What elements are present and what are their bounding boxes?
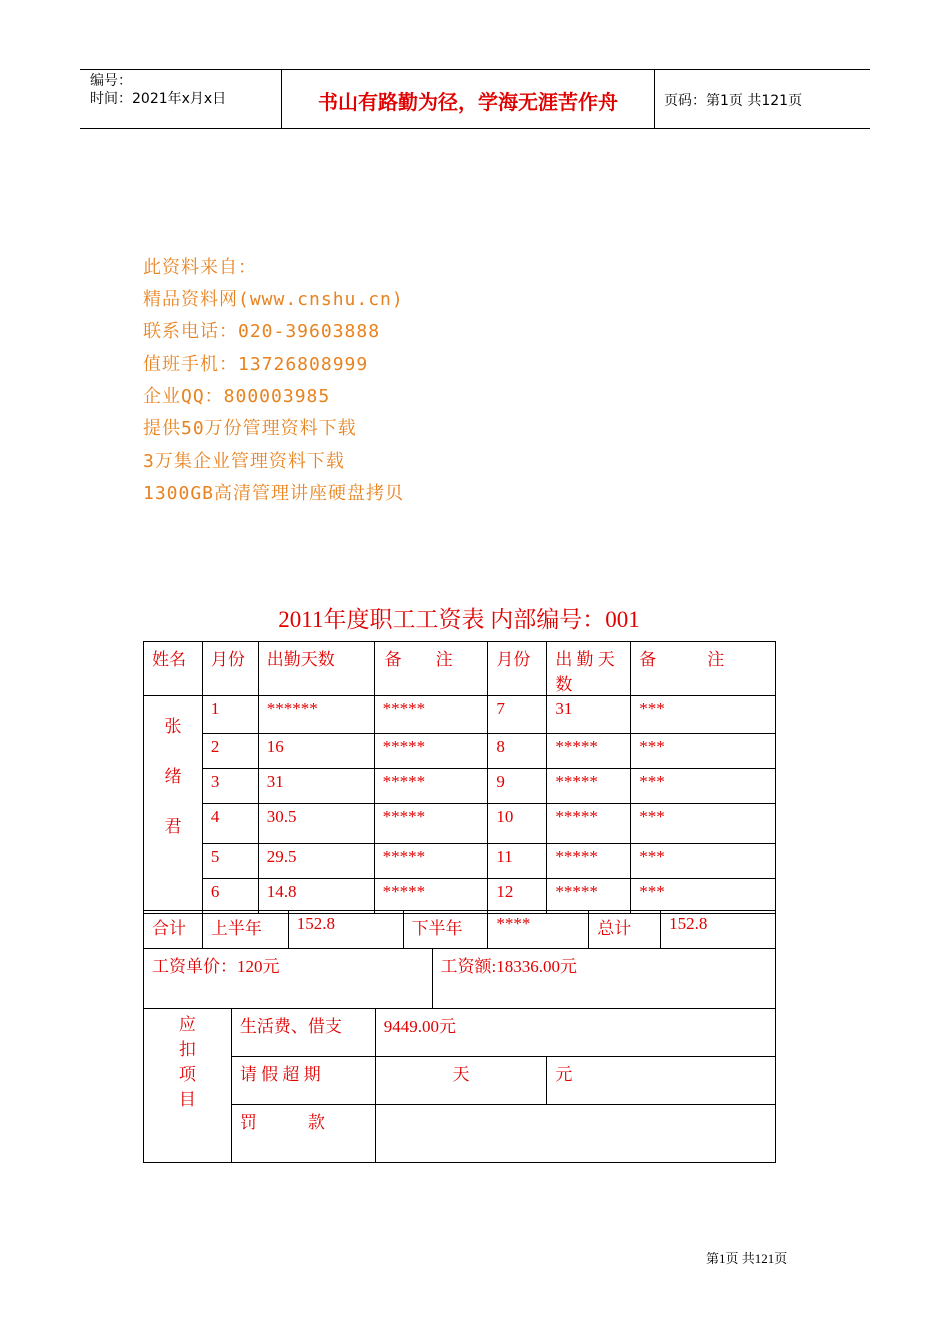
days-cell: ***** [547, 734, 631, 769]
page-info: 页码：第1页 共121页 [664, 93, 803, 109]
days-cell: 30.5 [258, 804, 374, 844]
fine-value [375, 1105, 775, 1163]
remark-cell: *** [631, 879, 776, 914]
living-expense-value: 9449.00元 [375, 1009, 775, 1057]
month-cell: 6 [202, 879, 258, 914]
leave-overdue-label: 请 假 超 期 [231, 1057, 375, 1105]
remark-cell: *** [631, 804, 776, 844]
source-line: 3万集企业管理资料下载 [143, 451, 345, 472]
col-header-days: 出 勤 天 数 [547, 642, 631, 696]
days-cell: 29.5 [258, 844, 374, 879]
col-header-remark: 备 注 [374, 642, 488, 696]
month-cell: 4 [202, 804, 258, 844]
month-cell: 3 [202, 769, 258, 804]
remark-cell: ***** [374, 804, 488, 844]
month-cell: 11 [488, 844, 547, 879]
deduction-row [144, 1057, 776, 1105]
days-cell: 14.8 [258, 879, 374, 914]
source-line: 此资料来自： [143, 257, 257, 278]
remark-cell: ***** [374, 696, 488, 734]
col-header-month: 月份 [202, 642, 258, 696]
header-top-rule [80, 69, 870, 70]
col-header-remark: 备 注 [631, 642, 776, 696]
days-cell: ***** [547, 804, 631, 844]
second-half-value: **** [488, 911, 589, 949]
remark-cell: ***** [374, 844, 488, 879]
wage-table [143, 948, 776, 1009]
month-cell: 12 [488, 879, 547, 914]
motto: 书山有路勤为径，学海无涯苦作舟 [318, 90, 618, 114]
leave-yuan-unit: 元 [547, 1057, 776, 1105]
document-title: 2011年度职工工资表 内部编号：001 [278, 607, 640, 632]
employee-name: 张 绪 君 [144, 696, 203, 914]
remark-cell: ***** [374, 879, 488, 914]
days-cell: ***** [547, 844, 631, 879]
wage-amount: 工资额:18336.00元 [432, 949, 776, 1009]
col-header-name: 姓名 [144, 642, 203, 696]
deduction-row [144, 1009, 776, 1057]
month-cell: 9 [488, 769, 547, 804]
table-header-row [144, 642, 776, 696]
source-line: 1300GB高清管理讲座硬盘拷贝 [143, 483, 405, 504]
days-cell: 31 [258, 769, 374, 804]
leave-days-unit: 天 [375, 1057, 547, 1105]
table-row [144, 696, 776, 734]
remark-cell: *** [631, 769, 776, 804]
header-bottom-rule [80, 128, 870, 129]
fine-label: 罚 款 [231, 1105, 375, 1163]
source-line: 联系电话：020-39603888 [143, 321, 381, 342]
table-row [144, 734, 776, 769]
days-cell: 16 [258, 734, 374, 769]
first-half-label: 上半年 [202, 911, 288, 949]
deduction-row [144, 1105, 776, 1163]
number-label: 编号： [90, 73, 132, 89]
remark-cell: ***** [374, 734, 488, 769]
unit-price: 工资单价：120元 [144, 949, 433, 1009]
remark-cell: *** [631, 734, 776, 769]
days-cell: ***** [547, 769, 631, 804]
living-expense-label: 生活费、借支 [231, 1009, 375, 1057]
table-row [144, 804, 776, 844]
source-line: 提供50万份管理资料下载 [143, 418, 357, 439]
month-cell: 2 [202, 734, 258, 769]
month-cell: 7 [488, 696, 547, 734]
first-half-value: 152.8 [288, 911, 403, 949]
wage-row [144, 949, 776, 1009]
header-divider [654, 69, 655, 129]
total-label: 总计 [589, 911, 661, 949]
table-row [144, 879, 776, 914]
days-cell: 31 [547, 696, 631, 734]
month-cell: 5 [202, 844, 258, 879]
col-header-month: 月份 [488, 642, 547, 696]
days-cell: ****** [258, 696, 374, 734]
month-cell: 1 [202, 696, 258, 734]
table-row [144, 769, 776, 804]
source-line: 企业QQ：800003985 [143, 386, 331, 407]
totals-label: 合计 [144, 911, 203, 949]
time-label: 时间：2021年x月x日 [90, 91, 227, 107]
table-row [144, 844, 776, 879]
source-line: 值班手机：13726808999 [143, 354, 369, 375]
col-header-days: 出勤天数 [258, 642, 374, 696]
total-value: 152.8 [661, 911, 776, 949]
deductions-table [143, 1008, 776, 1163]
month-cell: 8 [488, 734, 547, 769]
deductions-label: 应 扣 项 目 [144, 1009, 232, 1163]
second-half-label: 下半年 [403, 911, 488, 949]
totals-row [144, 911, 776, 949]
remark-cell: *** [631, 844, 776, 879]
attendance-table [143, 641, 776, 914]
month-cell: 10 [488, 804, 547, 844]
remark-cell: ***** [374, 769, 488, 804]
totals-table [143, 910, 776, 949]
source-line: 精品资料网(www.cnshu.cn) [143, 289, 404, 310]
page-footer: 第1页 共121页 [706, 1251, 788, 1266]
remark-cell: *** [631, 696, 776, 734]
days-cell: ***** [547, 879, 631, 914]
